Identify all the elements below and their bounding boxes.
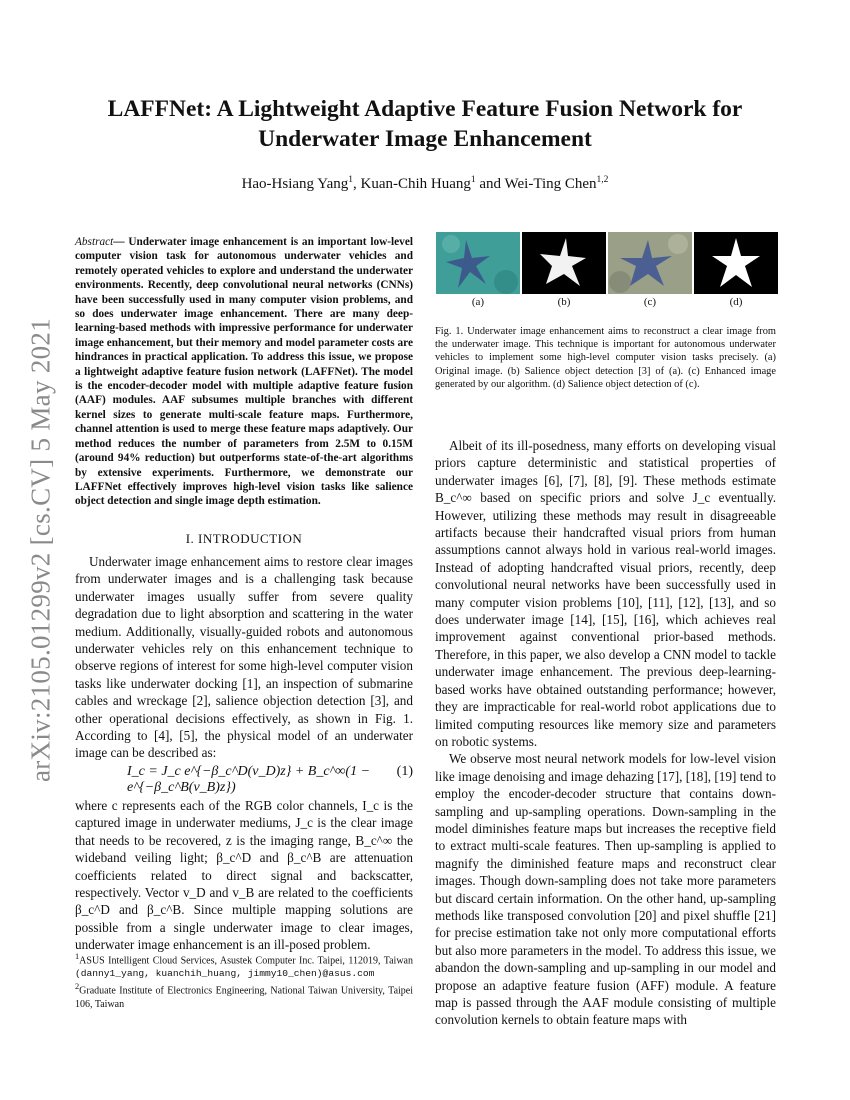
- arxiv-sidebar: [20, 290, 62, 810]
- author-3-affiliation: 1,2: [596, 175, 609, 185]
- figure-label-a: (a): [471, 296, 485, 308]
- author-list: Hao-Hsiang Yang$^1$, Kuan-Chih Huang$^1$ and Wei-Ting Chen$^{1,2}$: [241, 175, 609, 192]
- right-paragraph-1: Albeit of its ill-posedness, many efforts on developing visual priors capture deterministic and statistical properties of underwater images [6], [7], [8], [9]. These methods estimate B_c^∞ based on specific priors and solve J_c eventually. However, utilizing these methods may result in disagreeable artifacts because their handcrafted visual priors from human assumptions cannot always hold in various real-world images. Instead of adopting handcrafted visual priors, recently, deep convolutional neural networks have been successfully used in many computer vision problems [10], [11], [12], [13], and so does underwater image [14], [15], [16], which achieves real improvement against conventional prior-based methods. Therefore, in this paper, we also develop a CNN model to tackle underwater image enhancement. The previous deep-learning-based works have obtained outstanding performance; however, they are impracticable for real-world robot applications due to limited computing resources like memory size and parameters on robotic systems.: [435, 438, 776, 749]
- abstract-label: Abstract: [75, 236, 114, 248]
- author-2-affiliation: 1: [470, 175, 476, 185]
- footnote-1-text: ASUS Intelligent Cloud Services, Asustek Computer Inc. Taipei, 112019, Taiwan: [79, 955, 413, 967]
- author-1-affiliation: 1: [348, 175, 353, 185]
- footnotes: [75, 950, 413, 1011]
- author-1: Hao-Hsiang Yang: [241, 176, 349, 192]
- intro-paragraph-2: [75, 797, 413, 954]
- right-column-body: [435, 437, 776, 1029]
- figure-panel-c-enhanced: [608, 232, 692, 294]
- section-heading-introduction: I. INTRODUCTION: [185, 531, 303, 546]
- figure-label-d: (d): [729, 296, 743, 308]
- figure-1-caption: Fig. 1. Underwater image enhancement aims to reconstruct a clear image from the underwater image. This technique is important for autonomous underwater vehicles to implement some high-level computer vision tasks precisely. (a) Original image. (b) Salience object detection [3] of (a). (c) Enhanced image generated by our algorithm. (d) Salience object detection of (c).: [435, 326, 776, 390]
- equation-number: (1): [396, 764, 413, 779]
- abstract: [75, 235, 413, 509]
- intro-paragraph-2-text: where c represents each of the RGB color channels, I_c is the captured image in underwater mediums, J_c is the clear image that needs to be recovered, z is the imaging range, B_c^∞ the wideband veiling light; β_c^D and β_c^B are attenuation coefficients related to direct signal and backscatter, respectively. Vector v_D and v_B are related to the coefficients β_c^D and β_c^B. Since multiple mapping solutions are possible from a single underwater image to clear images, underwater image enhancement is an ill-posed problem.: [75, 798, 413, 953]
- figure-panel-a-image: [436, 232, 520, 294]
- paper-title: LAFFNet: A Lightweight Adaptive Feature Fusion Network for Underwater Image Enhancement: [107, 96, 743, 152]
- author-3: Wei-Ting Chen: [504, 176, 597, 192]
- footnote-2-text: Graduate Institute of Electronics Engineering, National Taiwan University, Taipei 106, Taiwan: [75, 985, 413, 1010]
- intro-paragraph-1-text: Underwater image enhancement aims to restore clear images from underwater images and is a challenging task because underwater images usually suffer from severe quality degradation due to light absorption and scattering in the water medium. Additionally, visually-guided robots and autonomous underwater vehicles rely on this enhancement technique to observe regions of interest for some high-level computer vision tasks like underwater docking [1], an inspection of submarine cables and wreckage [2], salience objection detection [3], and other operational decisions effectively, as shown in Fig. 1. According to [4], [5], the physical model of an underwater image can be described as:: [75, 554, 413, 761]
- footnote-2: $^2$Graduate Institute of Electronics Engineering, National Taiwan University, Taipei 106, Taiwan: [75, 982, 413, 1010]
- author-2: Kuan-Chih Huang: [360, 176, 471, 192]
- intro-paragraph-1: [75, 553, 413, 762]
- figure-label-c: (c): [643, 296, 657, 308]
- figure-1: [436, 232, 776, 308]
- equation-1: [75, 764, 413, 795]
- footnote-1-emails: (danny1_yang, kuanchih_huang, jimmy10_chen)@asus.com: [75, 968, 375, 980]
- figure-label-b: (b): [557, 296, 571, 308]
- author-conjunction: and: [479, 176, 502, 192]
- footnote-1: $^1$ASUS Intelligent Cloud Services, Asustek Computer Inc. Taipei, 112019, Taiwan (danny1_yang, kuanchih_huang, jimmy10_chen)@asus.com: [75, 952, 413, 980]
- right-paragraph-2: We observe most neural network models for low-level vision like image denoising and image dehazing [17], [18], [19] tend to employ the encoder-decoder structure that contains down-sampling and up-sampling operations. Down-sampling in the model diminishes feature maps but increases the receptive field to extract multi-scale features. Then up-sampling is applied to magnify the diminished feature maps and reconstruct clear images. Though down-sampling does not take more parameters but discard certain information. On the other hand, up-sampling methods like transposed convolution [20] and pixel shuffle [21] for precise estimation take not only more computational efforts but also more parameters in the model. To address this issue, we abandon the down-sampling and up-sampling in our model and propose an adaptive feature fusion (AFF) module. A feature map is passed through the AAF module consisting of multiple convolution kernels to obtain feature maps with: [435, 751, 776, 1028]
- figure-panel-d-mask: [694, 232, 778, 294]
- abstract-text: — Underwater image enhancement is an important low-level computer vision task for autonomous underwater vehicles and remotely operated vehicles to explore and understand the underwater environments. Recently, deep convolutional neural networks (CNNs) have been successfully used in many computer vision problems, and so does underwater image enhancement. There are many deep-learning-based methods with impressive performance for underwater image enhancement, but their memory and model parameter costs are hindrances in practical application. To address this issue, we propose a lightweight adaptive feature fusion network (LAFFNet). The model is the encoder-decoder model with multiple adaptive feature fusion (AAF) modules. AAF subsumes multiple branches with different kernel sizes to generate multi-scale feature maps. Furthermore, channel attention is used to merge these feature maps adaptively. Our method reduces the number of parameters from 2.5M to 0.15M (around 94% reduction) but outperforms state-of-the-art algorithms by extensive experiments. Furthermore, we demonstrate our LAFFNet effectively improves high-level vision tasks like salience object detection and single image depth estimation.: [75, 236, 413, 508]
- figure-panel-b-mask: [522, 232, 606, 294]
- equation-formula: I_c = J_c e^{−β_c^D(v_D)z} + B_c^∞(1 − e^{−β_c^B(v_B)z}): [127, 764, 371, 795]
- arxiv-identifier: arXiv:2105.01299v2 [cs.CV] 5 May 2021: [25, 317, 56, 783]
